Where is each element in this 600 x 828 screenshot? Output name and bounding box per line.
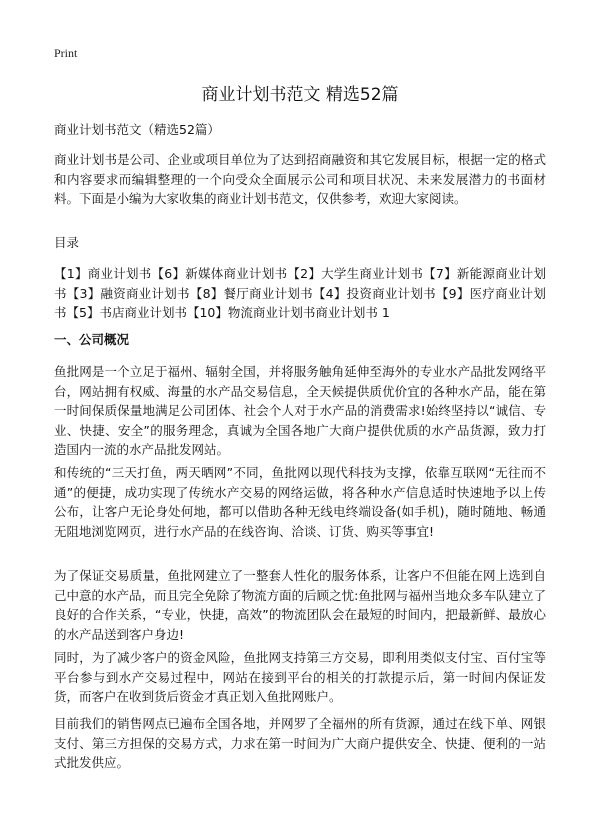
table-of-contents — [54, 264, 546, 323]
section-heading: 一、公司概况 — [54, 332, 130, 347]
toc-item-7[interactable]: 【7】新能源商业计划书 — [54, 266, 546, 301]
body-paragraph: 同时，为了减少客户的资金风险，鱼批网支持第三方交易，即利用类似支付宝、百付宝等平台参与到水产交易过程中，网站在接到平台的相关的打款提示后，第一时间内保证发货，而客户在收到货后资金才真正划入鱼批网账户。 — [54, 650, 546, 705]
toc-item-10[interactable]: 【10】物流商业计划书商业计划书 1 — [186, 305, 390, 321]
toc-item-8[interactable]: 【8】餐厅商业计划书 — [189, 285, 313, 301]
toc-item-1[interactable]: 【1】商业计划书 — [54, 266, 152, 281]
body-paragraph: 目前我们的销售网点已遍布全国各地，并网罗了全福州的所有货源，通过在线下单、网银支付、第三方担保的交易方式，力求在第一时间为广大商户提供安全、快捷、便利的一站式批发供应。 — [54, 716, 546, 771]
toc-item-5[interactable]: 【5】书店商业计划书 — [66, 305, 187, 321]
toc-item-4[interactable]: 【4】投资商业计划书 — [312, 285, 436, 301]
body-paragraph: 和传统的“三天打鱼，两天晒网”不同，鱼批网以现代科技为支撑，依靠互联网“无往而不通”的便捷，成功实现了传统水产交易的网络运做，将各种水产信息适时快速地予以上传公布，让客户无论身处何地，都可以借助各种无线电终端设备(如手机)，随时随地、畅通无阻地浏览网页，进行水产品的在线咨询、洽谈、订货、购买等事宜! — [54, 465, 546, 539]
document-subtitle: 商业计划书范文（精选52篇） — [54, 122, 220, 137]
toc-item-3[interactable]: 【3】融资商业计划书 — [66, 285, 190, 301]
intro-paragraph: 商业计划书是公司、企业或项目单位为了达到招商融资和其它发展目标，根据一定的格式和内容要求而编辑整理的一个向受众全面展示公司和项目状况、未来发展潜力的书面材料。下面是小编为大家收集的商业计划书范文，仅供参考，欢迎大家阅读。 — [54, 152, 546, 207]
page-title: 商业计划书范文 精选52篇 — [201, 85, 399, 105]
toc-item-9[interactable]: 【9】医疗商业计划书 — [54, 285, 546, 321]
toc-item-2[interactable]: 【2】大学生商业计划书 — [287, 266, 424, 281]
toc-item-6[interactable]: 【6】新媒体商业计划书 — [151, 266, 288, 281]
toc-heading: 目录 — [54, 235, 80, 250]
print-link[interactable]: Print — [54, 46, 78, 60]
body-paragraph: 鱼批网是一个立足于福州、辐射全国，并将服务触角延伸至海外的专业水产品批发网络平台，网站拥有权威、海量的水产品交易信息，全天候提供质优价宜的各种水产品，能在第一时间保质保量地满足公司团体、社会个人对于水产品的消费需求!始终坚持以“诚信、专业、快捷、安全”的服务理念，真诚为全国各地广大商户提供优质的水产品货源，致力打造国内一流的水产品批发网站。 — [54, 364, 546, 458]
body-paragraph: 为了保证交易质量，鱼批网建立了一整套人性化的服务体系，让客户不但能在网上选到自己中意的水产品，而且完全免除了物流方面的后顾之忧:鱼批网与福州当地众多车队建立了良好的合作关系，“专业，快捷，高效”的物流团队会在最短的时间内，把最新鲜、最放心的水产品送到客户身边! — [54, 568, 546, 642]
